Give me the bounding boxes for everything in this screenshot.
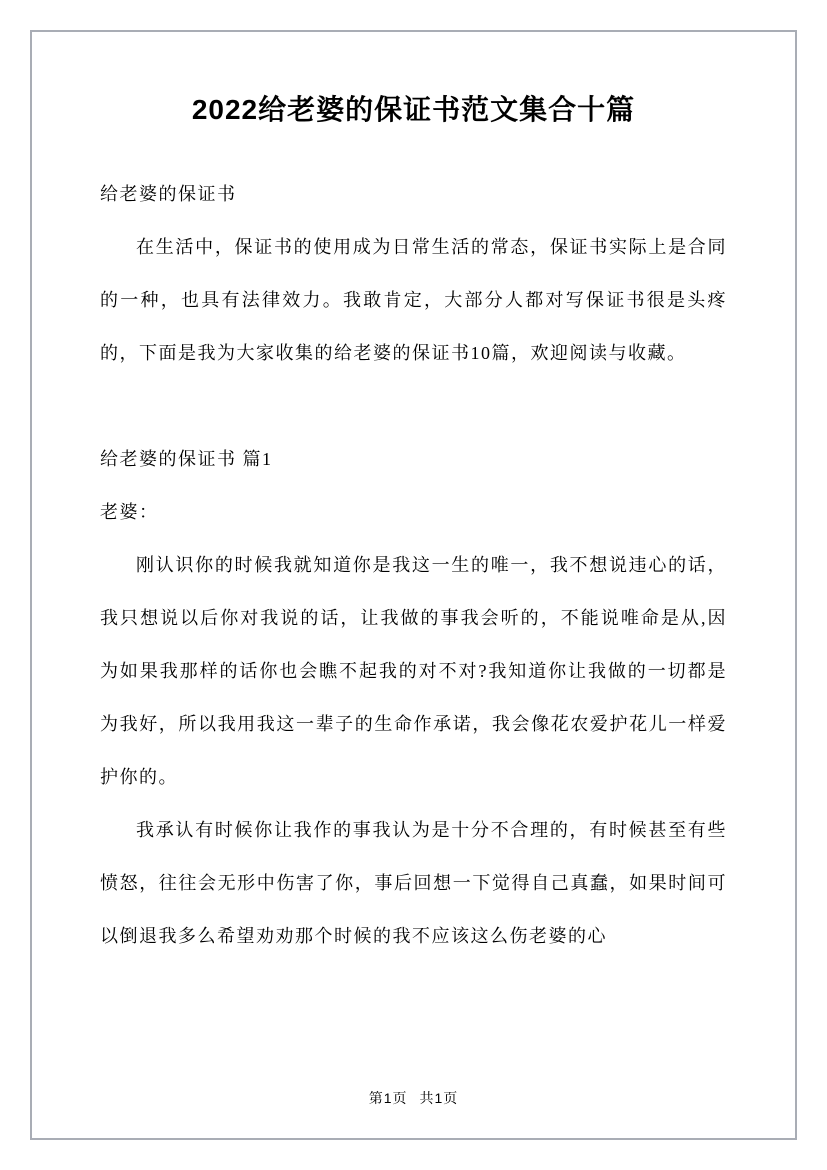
- document-body: [100, 88, 727, 963]
- paragraph-body-1: 刚认识你的时候我就知道你是我这一生的唯一，我不想说违心的话，我只想说以后你对我说的话，让我做的事我会听的，不能说唯命是从,因为如果我那样的话你也会瞧不起我的对不对?我知道你让我做的一切都是为我好，所以我用我这一辈子的生命作承诺，我会像花农爱护花儿一样爱护你的。: [100, 555, 727, 787]
- document-title: 2022给老婆的保证书范文集合十篇: [191, 94, 636, 125]
- paragraph-salutation: 老婆：: [100, 502, 159, 522]
- paragraph-heading: 给老婆的保证书: [100, 184, 237, 204]
- paragraph-section-heading: 给老婆的保证书 篇1: [100, 449, 273, 469]
- paragraph-intro: 在生活中，保证书的使用成为日常生活的常态，保证书实际上是合同的一种，也具有法律效力。我敢肯定，大部分人都对写保证书很是头疼的，下面是我为大家收集的给老婆的保证书10篇，欢迎阅读与收藏。: [100, 237, 727, 363]
- current-page-label: 第1页: [368, 1090, 408, 1106]
- total-pages-label: 共1页: [419, 1090, 459, 1106]
- page-footer: [0, 1088, 827, 1108]
- paragraph-body-2: 我承认有时候你让我作的事我认为是十分不合理的，有时候甚至有些愤怒，往往会无形中伤害了你，事后回想一下觉得自己真蠢，如果时间可以倒退我多么希望劝劝那个时候的我不应该这么伤老婆的心: [100, 820, 727, 946]
